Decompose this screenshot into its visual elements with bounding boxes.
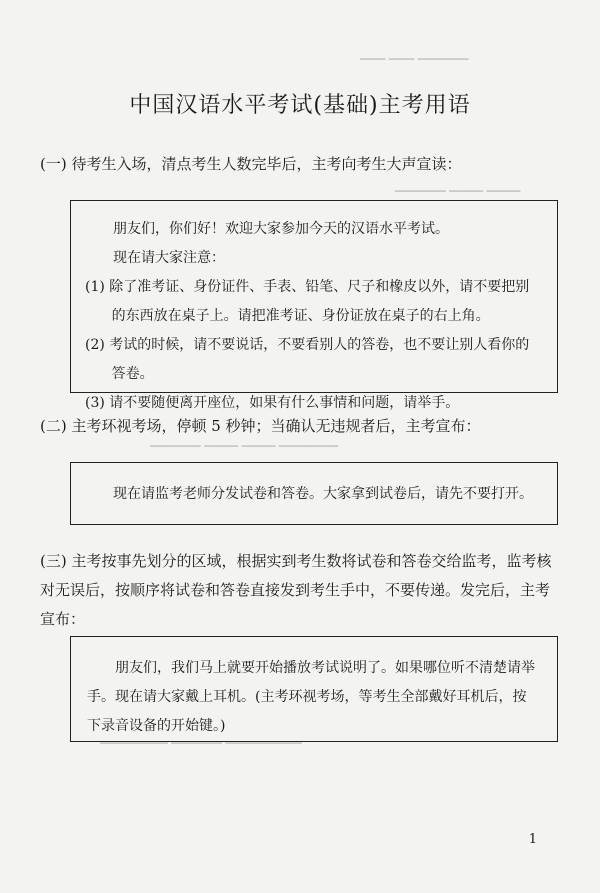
headphones-announcement: 朋友们，我们马上就要开始播放考试说明了。如果哪位听不清楚请举手。现在请大家戴上耳机。(主考环视考场，等考生全部戴好耳机后，按下录音设备的开始键。) [87, 660, 535, 734]
section-2-announcement-box [70, 462, 558, 525]
bleed-through-decoration: ▁▁▁▁▁▁▁▁ ▁▁▁▁▁▁ ▁▁▁▁▁▁▁▁▁ [100, 742, 302, 755]
section-1-announcement-box [70, 200, 558, 411]
greeting-line: 朋友们，你们好！欢迎大家参加今天的汉语水平考试。 [113, 221, 449, 237]
page-number: 1 [528, 832, 537, 847]
rule-item-1: (1) 除了准考证、身份证件、手表、铅笔、尺子和橡皮以外，请不要把别的东西放在桌子上。请把准考证、身份证放在桌子的右上角。 [85, 279, 530, 324]
bleed-through-decoration: ▁▁▁▁▁▁ ▁▁▁▁ ▁▁▁▁ ▁▁▁▁▁▁▁ [150, 445, 339, 458]
section-3-text: (三) 主考按事先划分的区域，根据实到考生数将试卷和答卷交给监考，监考核对无误后，按顺序将试卷和答卷直接发到考生手中，不要传递。发完后，主考宣布： [40, 552, 552, 628]
bleed-through-decoration: ▁▁▁ ▁▁▁ ▁▁▁▁▁▁ [360, 58, 469, 71]
rule-item-3: (3) 请不要随便离开座位，如果有什么事情和问题，请举手。 [85, 395, 460, 411]
bleed-through-decoration: ▁▁▁▁▁▁ ▁▁▁▁ ▁▁▁▁ [395, 190, 521, 203]
section-2-text: (二) 主考环视考场，停顿 5 秒钟；当确认无违规者后，主考宣布： [40, 417, 481, 435]
section-3-announcement-box [70, 636, 558, 742]
distribution-announcement: 现在请监考老师分发试卷和答卷。大家拿到试卷后，请先不要打开。 [113, 486, 533, 502]
section-1-text: (一) 待考生入场，清点考生人数完毕后，主考向考生大声宣读： [40, 155, 462, 173]
page-title: 中国汉语水平考试(基础)主考用语 [129, 93, 471, 118]
notice-line: 现在请大家注意： [113, 250, 225, 266]
rule-item-2: (2) 考试的时候，请不要说话，不要看别人的答卷，也不要让别人看你的答卷。 [85, 337, 530, 382]
